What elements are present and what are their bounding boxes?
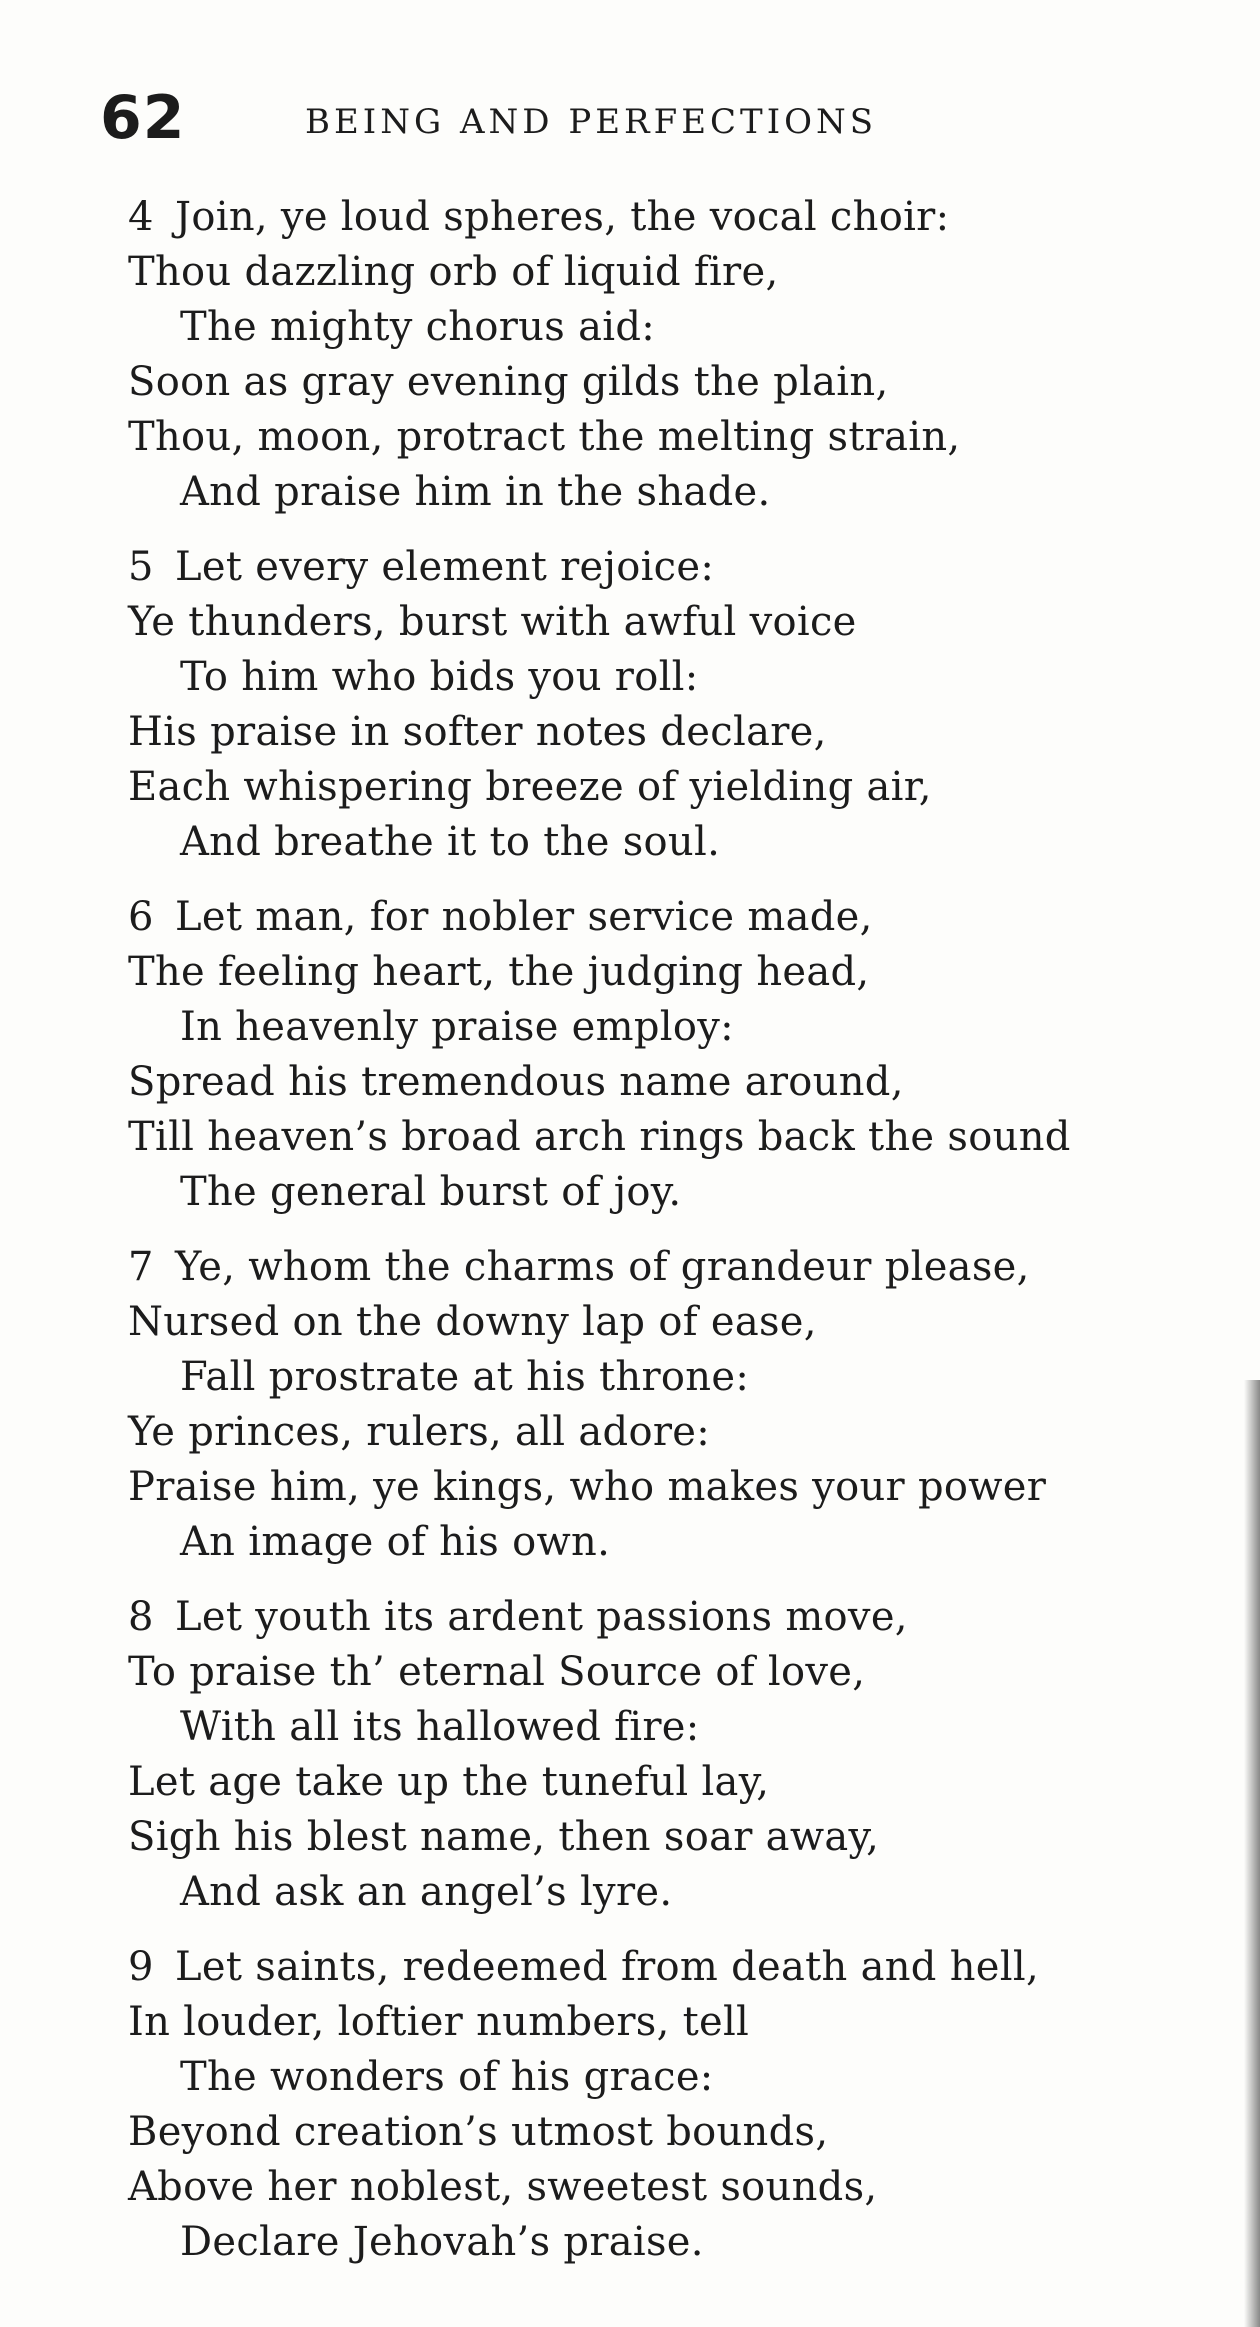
verse-line: In louder, loftier numbers, tell	[128, 1999, 750, 2045]
stanza-number: 9	[128, 1944, 154, 1990]
verse-line: Praise him, ye kings, who makes your power	[128, 1464, 1047, 1510]
page-number: 62	[100, 83, 186, 153]
verse-line	[128, 540, 1238, 595]
verse-line: Sigh his blest name, then soar away,	[128, 1814, 880, 1860]
verse-line: Ye princes, rulers, all adore:	[128, 1409, 711, 1455]
stanza	[128, 890, 1238, 1220]
verse-line: Thou dazzling orb of liquid fire,	[128, 249, 779, 295]
verse-line: Spread his tremendous name around,	[128, 1059, 904, 1105]
stanza-number: 4	[128, 194, 154, 240]
verse-line: Soon as gray evening gilds the plain,	[128, 359, 889, 405]
verse-line: Each whispering breeze of yielding air,	[128, 764, 932, 810]
verse-line: Nursed on the downy lap of ease,	[128, 1299, 817, 1345]
verse-line: Ye thunders, burst with awful voice	[128, 599, 857, 645]
verse-line: And praise him in the shade.	[180, 469, 771, 515]
verse-line: To him who bids you roll:	[180, 654, 699, 700]
page-header	[100, 78, 1200, 158]
verse-line: Beyond creation’s utmost bounds,	[128, 2109, 829, 2155]
verse-line: The general burst of joy.	[180, 1169, 682, 1215]
stanza	[128, 1590, 1238, 1920]
verse-line: Declare Jehovah’s praise.	[180, 2219, 704, 2265]
verse-line: Fall prostrate at his throne:	[180, 1354, 750, 1400]
verse-line: To praise th’ eternal Source of love,	[128, 1649, 866, 1695]
verse-line: An image of his own.	[180, 1519, 611, 1565]
verse-line-text: Let man, for nobler service made,	[175, 894, 873, 940]
stanza	[128, 1940, 1238, 2270]
verse-line	[128, 1590, 1238, 1645]
verse-line: The wonders of his grace:	[180, 2054, 714, 2100]
verse-line: Till heaven’s broad arch rings back the sound	[128, 1114, 1071, 1160]
stanza-number: 7	[128, 1244, 154, 1290]
verse-line: Let age take up the tuneful lay,	[128, 1759, 770, 1805]
verse-line: Above her noblest, sweetest sounds,	[128, 2164, 878, 2210]
verse-line: In heavenly praise employ:	[180, 1004, 734, 1050]
verse-line: And breathe it to the soul.	[180, 819, 721, 865]
page-edge-shadow	[1244, 1380, 1260, 2327]
stanza-number: 8	[128, 1594, 154, 1640]
stanza-number: 5	[128, 544, 154, 590]
stanza-number: 6	[128, 894, 154, 940]
verse-line: With all its hallowed fire:	[180, 1704, 700, 1750]
verse-line-text: Ye, whom the charms of grandeur please,	[175, 1244, 1030, 1290]
verse-line: The feeling heart, the judging head,	[128, 949, 870, 995]
verse-line: The mighty chorus aid:	[180, 304, 655, 350]
verse-line	[128, 1940, 1238, 1995]
stanza	[128, 1240, 1238, 1570]
verse-line	[128, 1240, 1238, 1295]
verse-line: And ask an angel’s lyre.	[180, 1869, 673, 1915]
verse-line-text: Let saints, redeemed from death and hell,	[175, 1944, 1039, 1990]
running-head: BEING AND PERFECTIONS	[305, 102, 878, 142]
stanza	[128, 190, 1238, 520]
verse-line-text: Let youth its ardent passions move,	[175, 1594, 908, 1640]
verse-line-text: Join, ye loud spheres, the vocal choir:	[175, 194, 950, 240]
hymn-text	[128, 190, 1238, 2290]
verse-line-text: Let every element rejoice:	[175, 544, 715, 590]
stanza	[128, 540, 1238, 870]
verse-line: Thou, moon, protract the melting strain,	[128, 414, 961, 460]
verse-line	[128, 890, 1238, 945]
verse-line: His praise in softer notes declare,	[128, 709, 827, 755]
verse-line	[128, 190, 1238, 245]
